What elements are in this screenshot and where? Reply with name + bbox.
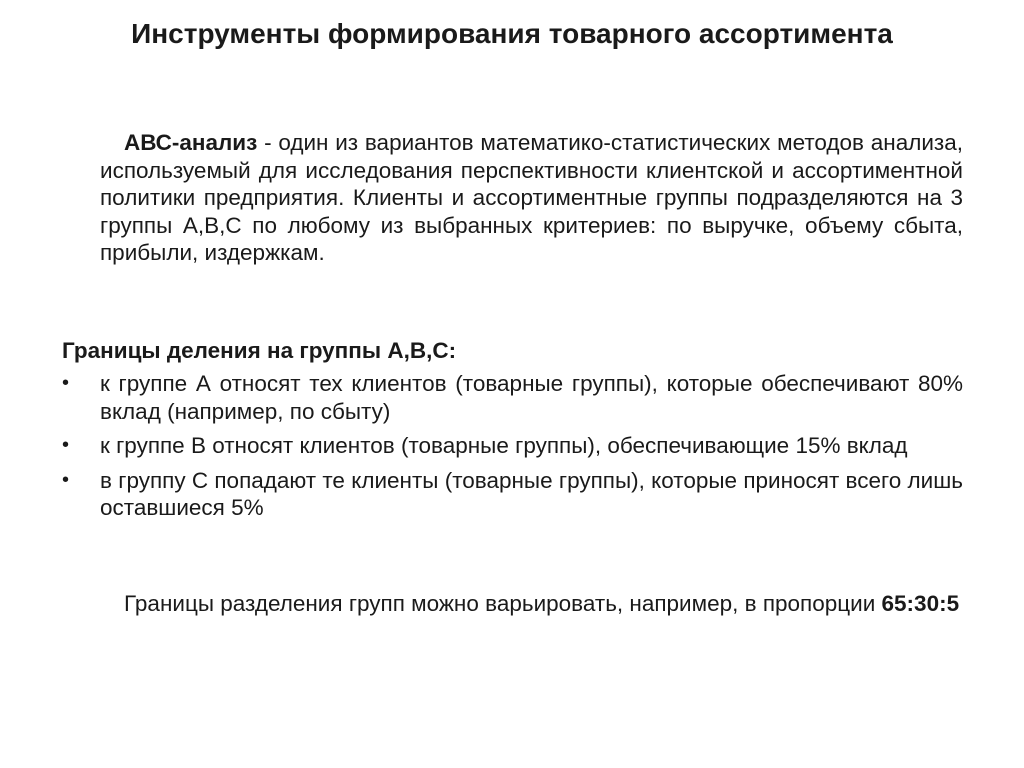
list-item-group-b (62, 432, 963, 460)
abc-analysis-definition: - один из вариантов математико-статистических методов анализа, используемый для исследования перспективности клиентской и ассортиментной политики предприятия. Клиенты и ассортиментные группы подразделяются на 3 группы А,В,С по любому из выбранных критериев: по выручке, объему сбыта, прибыли, издержкам. (100, 130, 963, 265)
closing-ratio: 65:30:5 (881, 591, 960, 616)
group-bounds-list (62, 370, 963, 529)
bullet-icon: • (62, 434, 70, 456)
slide-title: Инструменты формирования товарного ассортимента (131, 18, 893, 49)
bullet-icon: • (62, 468, 70, 491)
group-bounds-heading: Границы деления на группы А,В,С: (62, 338, 457, 363)
list-item-text: к группе А относят тех клиентов (товарные группы), которые обеспечивают 80% вклад (например, по сбыту) (100, 371, 963, 424)
closing-paragraph (100, 590, 963, 618)
bullet-icon: • (62, 372, 70, 394)
abc-analysis-term: АВС-анализ (124, 130, 258, 155)
closing-text: Границы разделения групп можно варьировать, например, в пропорции (124, 591, 882, 616)
list-item-text: к группе В относят клиентов (товарные группы), обеспечивающие 15% вклад (100, 433, 908, 458)
abc-analysis-paragraph (100, 129, 963, 267)
list-item-group-a (62, 370, 963, 425)
list-item-group-c (62, 467, 963, 522)
list-item-text: в группу С попадают те клиенты (товарные группы), которые приносят всего лишь оставшиеся 5% (100, 467, 963, 520)
